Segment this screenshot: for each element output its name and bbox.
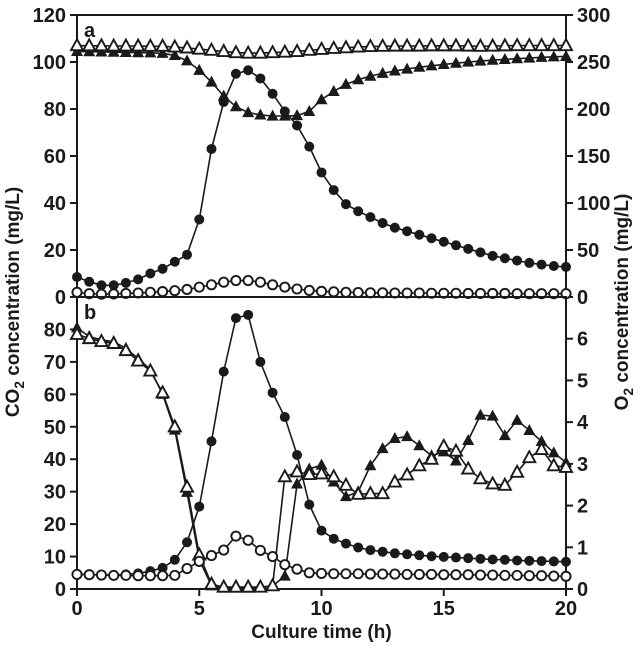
filled-circle-marker <box>194 214 204 224</box>
open-circle-marker <box>513 571 522 580</box>
filled-circle-marker <box>268 388 278 398</box>
filled-circle-marker <box>439 552 449 562</box>
filled-circle-marker <box>488 554 498 564</box>
open-triangle-marker <box>462 40 474 51</box>
open-circle-marker <box>72 570 81 579</box>
y-left-tick-label: 50 <box>43 416 66 439</box>
filled-circle-marker <box>84 277 94 287</box>
y-left-tick-label: 30 <box>43 481 66 504</box>
open-circle-marker <box>256 546 265 555</box>
open-circle-marker <box>500 571 509 580</box>
open-triangle-marker <box>474 40 486 51</box>
filled-circle-marker <box>549 556 559 566</box>
open-triangle-marker <box>560 39 572 50</box>
filled-circle-marker <box>537 556 547 566</box>
x-tick-label: 5 <box>193 598 205 620</box>
open-triangle-marker <box>169 420 181 431</box>
y-right-tick-label: 100 <box>577 193 611 215</box>
open-triangle-marker <box>267 579 279 590</box>
filled-triangle-marker <box>316 93 328 104</box>
open-circle-marker <box>195 557 204 566</box>
open-triangle-marker <box>120 40 132 51</box>
open-circle-marker <box>451 570 460 579</box>
open-circle-marker <box>170 286 179 295</box>
filled-circle-marker <box>268 89 278 99</box>
filled-circle-marker <box>255 73 265 83</box>
panel-a-label: a <box>84 20 96 42</box>
open-circle-marker <box>354 569 363 578</box>
open-circle-marker <box>549 571 558 580</box>
open-triangle-marker <box>401 40 413 51</box>
open-triangle-marker <box>438 39 450 50</box>
open-circle-marker <box>97 570 106 579</box>
series-line <box>77 315 566 575</box>
filled-circle-marker <box>414 230 424 240</box>
filled-circle-marker <box>414 550 424 560</box>
open-circle-marker <box>329 287 338 296</box>
y-left-tick-label: 20 <box>43 240 66 262</box>
open-circle-marker <box>439 570 448 579</box>
open-triangle-marker <box>536 39 548 50</box>
open-circle-marker <box>317 569 326 578</box>
filled-circle-marker <box>365 212 375 222</box>
y-left-tick-label: 10 <box>43 546 66 569</box>
open-triangle-marker <box>71 39 83 50</box>
filled-circle-marker <box>561 557 571 567</box>
open-circle-marker <box>219 545 228 554</box>
y-left-title-rest: concentration (mg/L) <box>3 186 24 382</box>
series-filled-triangle <box>71 321 572 592</box>
filled-circle-marker <box>219 367 229 377</box>
series-filled-triangle <box>71 45 572 121</box>
open-circle-marker <box>158 287 167 296</box>
filled-circle-marker <box>561 262 571 272</box>
open-circle-marker <box>182 564 191 573</box>
x-axis-title: Culture time (h) <box>251 622 392 643</box>
open-circle-marker <box>366 288 375 297</box>
filled-circle-marker <box>500 253 510 263</box>
y-right-tick-label: 6 <box>577 328 589 351</box>
x-tick-label: 10 <box>310 598 333 620</box>
y-left-tick-label: 120 <box>32 5 66 27</box>
filled-circle-marker <box>524 556 534 566</box>
filled-circle-marker <box>243 310 253 320</box>
y-left-tick-label: 60 <box>43 384 66 407</box>
open-circle-marker <box>170 571 179 580</box>
filled-triangle-marker <box>377 442 389 453</box>
open-circle-marker <box>158 571 167 580</box>
filled-circle-marker <box>255 357 265 367</box>
y-right-tick-label: 1 <box>577 537 589 560</box>
filled-triangle-marker <box>181 54 193 65</box>
open-triangle-marker <box>523 451 535 462</box>
open-circle-marker <box>146 288 155 297</box>
open-triangle-marker <box>548 39 560 50</box>
y-right-tick-label: 150 <box>577 146 611 168</box>
filled-triangle-marker <box>401 430 413 441</box>
filled-circle-marker <box>512 555 522 565</box>
filled-circle-marker <box>317 167 327 177</box>
y-left-tick-label: 100 <box>32 52 66 74</box>
open-circle-marker <box>329 569 338 578</box>
filled-circle-marker <box>182 537 192 547</box>
filled-triangle-marker <box>413 439 425 450</box>
open-triangle-marker <box>95 39 107 50</box>
open-triangle-marker <box>157 386 169 397</box>
filled-circle-marker <box>378 547 388 557</box>
open-circle-marker <box>561 572 570 581</box>
open-circle-marker <box>280 560 289 569</box>
filled-circle-marker <box>219 97 229 107</box>
y-left-title-subscript: 2 <box>11 381 27 389</box>
open-circle-marker <box>268 552 277 561</box>
open-circle-marker <box>378 288 387 297</box>
filled-circle-marker <box>451 553 461 563</box>
open-triangle-marker <box>413 40 425 51</box>
filled-circle-marker <box>317 526 327 536</box>
open-triangle-marker <box>523 39 535 50</box>
open-circle-marker <box>207 551 216 560</box>
filled-circle-marker <box>231 69 241 79</box>
filled-circle-marker <box>402 549 412 559</box>
filled-circle-marker <box>292 450 302 460</box>
open-triangle-marker <box>474 472 486 483</box>
y-right-tick-label: 2 <box>577 495 589 518</box>
filled-circle-marker <box>243 65 253 75</box>
filled-circle-marker <box>170 257 180 267</box>
y-right-tick-label: 50 <box>577 240 600 262</box>
open-circle-marker <box>121 571 130 580</box>
open-circle-marker <box>305 286 314 295</box>
open-triangle-marker <box>242 581 254 592</box>
open-circle-marker <box>390 569 399 578</box>
open-circle-marker <box>537 571 546 580</box>
filled-circle-marker <box>292 120 302 130</box>
open-circle-marker <box>292 284 301 293</box>
open-circle-marker <box>341 569 350 578</box>
filled-circle-marker <box>206 144 216 154</box>
filled-triangle-marker <box>474 409 486 420</box>
filled-circle-marker <box>341 199 351 209</box>
open-triangle-marker <box>389 476 401 487</box>
filled-circle-marker <box>194 502 204 512</box>
filled-triangle-marker <box>193 64 205 75</box>
open-circle-marker <box>488 570 497 579</box>
filled-circle-marker <box>341 539 351 549</box>
open-circle-marker <box>415 570 424 579</box>
open-circle-marker <box>244 536 253 545</box>
open-triangle-marker <box>340 479 352 490</box>
open-triangle-marker <box>499 39 511 50</box>
panel-frame <box>77 297 566 589</box>
y-right-title-prefix: O <box>612 395 633 411</box>
open-circle-marker <box>402 570 411 579</box>
filled-circle-marker <box>475 554 485 564</box>
open-triangle-marker <box>487 40 499 51</box>
panel-a <box>33 5 611 309</box>
open-circle-marker <box>464 570 473 579</box>
open-circle-marker <box>317 287 326 296</box>
y-left-tick-label: 0 <box>54 579 66 601</box>
filled-circle-marker <box>206 436 216 446</box>
panel-b <box>44 297 589 620</box>
filled-triangle-marker <box>560 50 572 61</box>
open-triangle-marker <box>511 39 523 50</box>
filled-circle-marker <box>463 244 473 254</box>
open-circle-marker <box>354 288 363 297</box>
open-circle-marker <box>195 283 204 292</box>
y-right-tick-label: 0 <box>577 579 589 601</box>
filled-circle-marker <box>439 237 449 247</box>
open-triangle-marker <box>377 40 389 51</box>
filled-circle-marker <box>72 272 82 282</box>
y-right-tick-label: 0 <box>577 287 589 309</box>
open-triangle-marker <box>157 40 169 51</box>
filled-circle-marker <box>231 313 241 323</box>
y-left-tick-label: 40 <box>43 449 66 472</box>
open-triangle-marker <box>364 40 376 51</box>
open-circle-marker <box>476 570 485 579</box>
filled-circle-marker <box>133 274 143 284</box>
y-right-tick-label: 200 <box>577 99 611 121</box>
y-axis-title-left <box>3 132 27 472</box>
y-left-tick-label: 40 <box>43 193 66 215</box>
y-left-tick-label: 0 <box>54 287 66 309</box>
y-left-title-prefix: CO <box>3 388 24 418</box>
filled-circle-marker <box>158 264 168 274</box>
x-tick-label: 20 <box>554 598 578 620</box>
filled-triangle-marker <box>230 100 242 111</box>
y-left-tick-label: 80 <box>43 319 66 342</box>
open-circle-marker <box>525 571 534 580</box>
filled-triangle-marker <box>523 424 535 435</box>
y-right-tick-label: 300 <box>577 5 611 27</box>
open-circle-marker <box>219 278 228 287</box>
y-right-tick-label: 5 <box>577 370 589 393</box>
filled-circle-marker <box>329 534 339 544</box>
y-right-title-subscript: 2 <box>620 387 636 396</box>
filled-triangle-marker <box>462 434 474 445</box>
open-triangle-marker <box>364 487 376 498</box>
filled-circle-marker <box>512 256 522 266</box>
filled-circle-marker <box>463 553 473 563</box>
filled-circle-marker <box>537 260 547 270</box>
y-left-tick-label: 80 <box>43 99 66 121</box>
filled-circle-marker <box>365 545 375 555</box>
y-left-tick-label: 20 <box>43 514 66 537</box>
open-circle-marker <box>72 288 81 297</box>
open-circle-marker <box>231 532 240 541</box>
filled-circle-marker <box>549 261 559 271</box>
y-right-tick-label: 3 <box>577 453 589 476</box>
filled-circle-marker <box>378 218 388 228</box>
filled-circle-marker <box>402 226 412 236</box>
open-circle-marker <box>378 569 387 578</box>
open-circle-marker <box>427 570 436 579</box>
filled-circle-marker <box>170 555 180 565</box>
open-circle-marker <box>182 285 191 294</box>
open-circle-marker <box>109 571 118 580</box>
filled-circle-marker <box>182 250 192 260</box>
filled-circle-marker <box>353 206 363 216</box>
open-circle-marker <box>207 280 216 289</box>
open-triangle-marker <box>438 440 450 451</box>
y-right-tick-label: 250 <box>577 52 611 74</box>
filled-triangle-marker <box>511 414 523 425</box>
open-triangle-marker <box>144 40 156 51</box>
filled-circle-marker <box>353 542 363 552</box>
open-circle-marker <box>292 565 301 574</box>
x-tick-label: 15 <box>432 598 455 620</box>
filled-circle-marker <box>304 142 314 152</box>
series-filled-circle <box>72 310 571 580</box>
filled-circle-marker <box>524 258 534 268</box>
open-triangle-marker <box>108 40 120 51</box>
filled-triangle-marker <box>279 570 291 581</box>
filled-circle-marker <box>329 185 339 195</box>
filled-circle-marker <box>427 551 437 561</box>
open-circle-marker <box>134 571 143 580</box>
filled-circle-marker <box>390 548 400 558</box>
open-triangle-marker <box>450 39 462 50</box>
open-triangle-marker <box>205 578 217 589</box>
filled-circle-marker <box>121 278 131 288</box>
open-circle-marker <box>341 288 350 297</box>
filled-triangle-marker <box>328 85 340 96</box>
open-circle-marker <box>244 276 253 285</box>
open-circle-marker <box>146 571 155 580</box>
y-right-title-rest: concentration (mg/L) <box>612 193 633 388</box>
filled-triangle-marker <box>242 106 254 117</box>
y-right-tick-label: 4 <box>577 412 589 435</box>
filled-circle-marker <box>500 555 510 565</box>
open-circle-marker <box>366 569 375 578</box>
open-circle-marker <box>305 568 314 577</box>
series-open-circle <box>72 276 570 299</box>
panel-b-label: b <box>84 302 97 324</box>
open-triangle-marker <box>181 481 193 492</box>
filled-circle-marker <box>280 412 290 422</box>
open-triangle-marker <box>132 40 144 51</box>
open-circle-marker <box>256 278 265 287</box>
filled-circle-marker <box>280 106 290 116</box>
y-left-tick-label: 60 <box>43 146 66 168</box>
filled-circle-marker <box>145 269 155 279</box>
filled-circle-marker <box>451 240 461 250</box>
filled-circle-marker <box>488 251 498 261</box>
filled-circle-marker <box>390 223 400 233</box>
x-tick-label: 0 <box>71 598 83 620</box>
filled-circle-marker <box>475 247 485 257</box>
open-triangle-marker <box>389 40 401 51</box>
y-axis-title-right <box>612 132 636 472</box>
open-circle-marker <box>85 570 94 579</box>
filled-circle-marker <box>427 233 437 243</box>
open-triangle-marker <box>401 468 413 479</box>
open-triangle-marker <box>413 459 425 470</box>
open-circle-marker <box>231 276 240 285</box>
y-left-tick-label: 70 <box>43 351 66 374</box>
filled-circle-marker <box>304 500 314 510</box>
open-triangle-marker <box>426 39 438 50</box>
open-circle-marker <box>268 280 277 289</box>
open-circle-marker <box>280 283 289 292</box>
open-triangle-marker <box>230 581 242 592</box>
